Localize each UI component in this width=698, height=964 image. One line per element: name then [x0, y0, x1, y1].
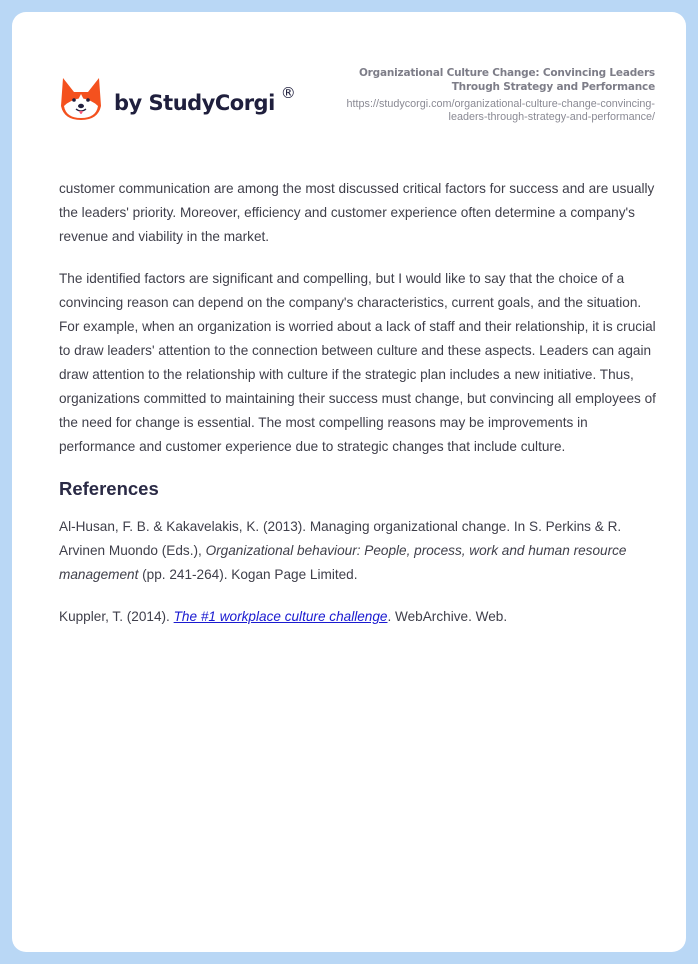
- reference-text: . WebArchive. Web.: [387, 609, 508, 624]
- page-header: [12, 12, 686, 162]
- logo-text: by StudyCorgi: [114, 91, 275, 115]
- document-url[interactable]: https://studycorgi.com/organizational-culture-change-convincing-leaders-through-strategy-and-performance/: [346, 98, 655, 123]
- registered-mark: ®: [280, 84, 296, 102]
- reference-text: (pp. 241-264). Kogan Page Limited.: [138, 567, 358, 582]
- reference-link[interactable]: The #1 workplace culture challenge: [173, 609, 388, 624]
- corgi-logo-icon: [60, 76, 102, 122]
- document-card: [12, 12, 686, 952]
- reference-item: [59, 515, 659, 587]
- reference-text: Kuppler, T. (2014).: [59, 609, 174, 624]
- document-title: Organizational Culture Change: Convincing Leaders Through Strategy and Performance: [358, 67, 655, 93]
- document-body: [59, 177, 659, 647]
- document-meta: [335, 66, 655, 124]
- reference-text: Al-Husan, F. B. & Kakavelakis, K. (2013). Managing organizational change. In S. Perkins & R. Arvinen Muondo (Eds.),: [59, 519, 622, 558]
- body-paragraph: customer communication are among the most discussed critical factors for success and are usually the leaders' priority. Moreover, efficiency and customer experience often determine a company's revenue and viability in the market.: [59, 181, 655, 244]
- body-paragraph: The identified factors are significant and compelling, but I would like to say that the choice of a convincing reason can depend on the company's characteristics, current goals, and the situation. For example, when an organization is worried about a lack of staff and their relationship, it is crucial to draw leaders' attention to the connection between culture and these aspects. Leaders can again draw attention to the relationship with culture if the strategic plan includes a new initiative. Thus, organizations committed to maintaining their success must change, but convincing all employees of the need for change is essential. The most compelling reasons may be improvements in performance and customer experience due to strategic changes that include culture.: [59, 271, 656, 454]
- reference-book-title: Organizational behaviour: People, process, work and human resource management: [59, 543, 627, 582]
- studycorgi-logo[interactable]: [60, 76, 296, 122]
- reference-item: [59, 605, 659, 629]
- references-heading: References: [59, 478, 159, 499]
